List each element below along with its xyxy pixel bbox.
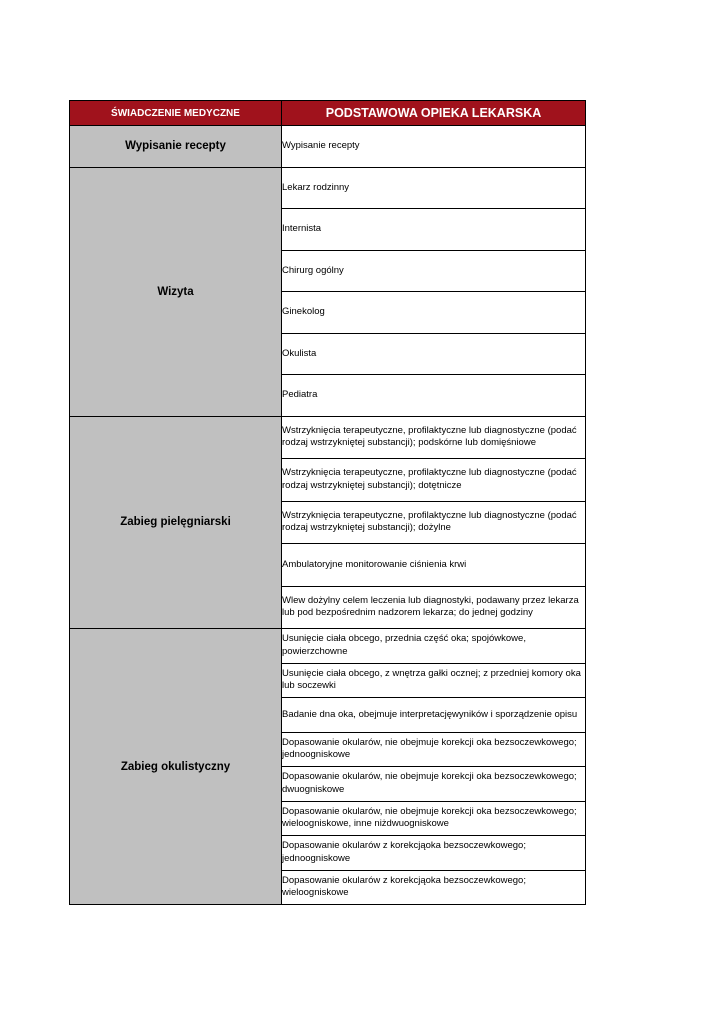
header-service: ŚWIADCZENIE MEDYCZNE — [70, 101, 282, 126]
item-cell: Badanie dna oka, obejmuje interpretacjęwyników i sporządzenie opisu — [282, 698, 586, 733]
item-cell: Wstrzyknięcia terapeutyczne, profilaktyczne lub diagnostyczne (podać rodzaj wstrzykniętej substancji); dotętnicze — [282, 459, 586, 502]
table-row — [70, 167, 586, 209]
item-cell: Dopasowanie okularów z korekcjąoka bezsoczewkowego; jednoogniskowe — [282, 836, 586, 871]
services-table — [69, 100, 586, 905]
item-cell: Wstrzyknięcia terapeutyczne, profilaktyczne lub diagnostyczne (podać rodzaj wstrzykniętej substancji); podskórne lub domięśniowe — [282, 416, 586, 459]
item-cell: Usunięcie ciała obcego, przednia część oka; spojówkowe, powierzchowne — [282, 629, 586, 664]
table-row — [70, 416, 586, 459]
group-cell: Wypisanie recepty — [70, 126, 282, 168]
header-care: PODSTAWOWA OPIEKA LEKARSKA — [282, 101, 586, 126]
item-cell: Pediatra — [282, 375, 586, 417]
header-row — [70, 101, 586, 126]
item-cell: Dopasowanie okularów, nie obejmuje korekcji oka bezsoczewkowego; dwuogniskowe — [282, 767, 586, 802]
item-cell: Wstrzyknięcia terapeutyczne, profilaktyczne lub diagnostyczne (podać rodzaj wstrzykniętej substancji); dożylne — [282, 501, 586, 544]
group-cell: Zabieg pielęgniarski — [70, 416, 282, 629]
item-cell: Wypisanie recepty — [282, 126, 586, 168]
item-cell: Okulista — [282, 333, 586, 375]
item-cell: Wlew dożylny celem leczenia lub diagnostyki, podawany przez lekarza lub pod bezpośrednim nadzorem lekarza; do jednej godziny — [282, 586, 586, 629]
item-cell: Chirurg ogólny — [282, 250, 586, 292]
group-cell: Wizyta — [70, 167, 282, 416]
table-row — [70, 126, 586, 168]
item-cell: Ambulatoryjne monitorowanie ciśnienia krwi — [282, 544, 586, 587]
item-cell: Dopasowanie okularów z korekcjąoka bezsoczewkowego; wieloogniskowe — [282, 870, 586, 905]
table-row — [70, 629, 586, 664]
item-cell: Internista — [282, 209, 586, 251]
group-cell: Zabieg okulistyczny — [70, 629, 282, 905]
item-cell: Dopasowanie okularów, nie obejmuje korekcji oka bezsoczewkowego; wieloogniskowe, inne niżdwuogniskowe — [282, 801, 586, 836]
item-cell: Dopasowanie okularów, nie obejmuje korekcji oka bezsoczewkowego; jednoogniskowe — [282, 732, 586, 767]
item-cell: Ginekolog — [282, 292, 586, 334]
item-cell: Lekarz rodzinny — [282, 167, 586, 209]
item-cell: Usunięcie ciała obcego, z wnętrza gałki ocznej; z przedniej komory oka lub soczewki — [282, 663, 586, 698]
